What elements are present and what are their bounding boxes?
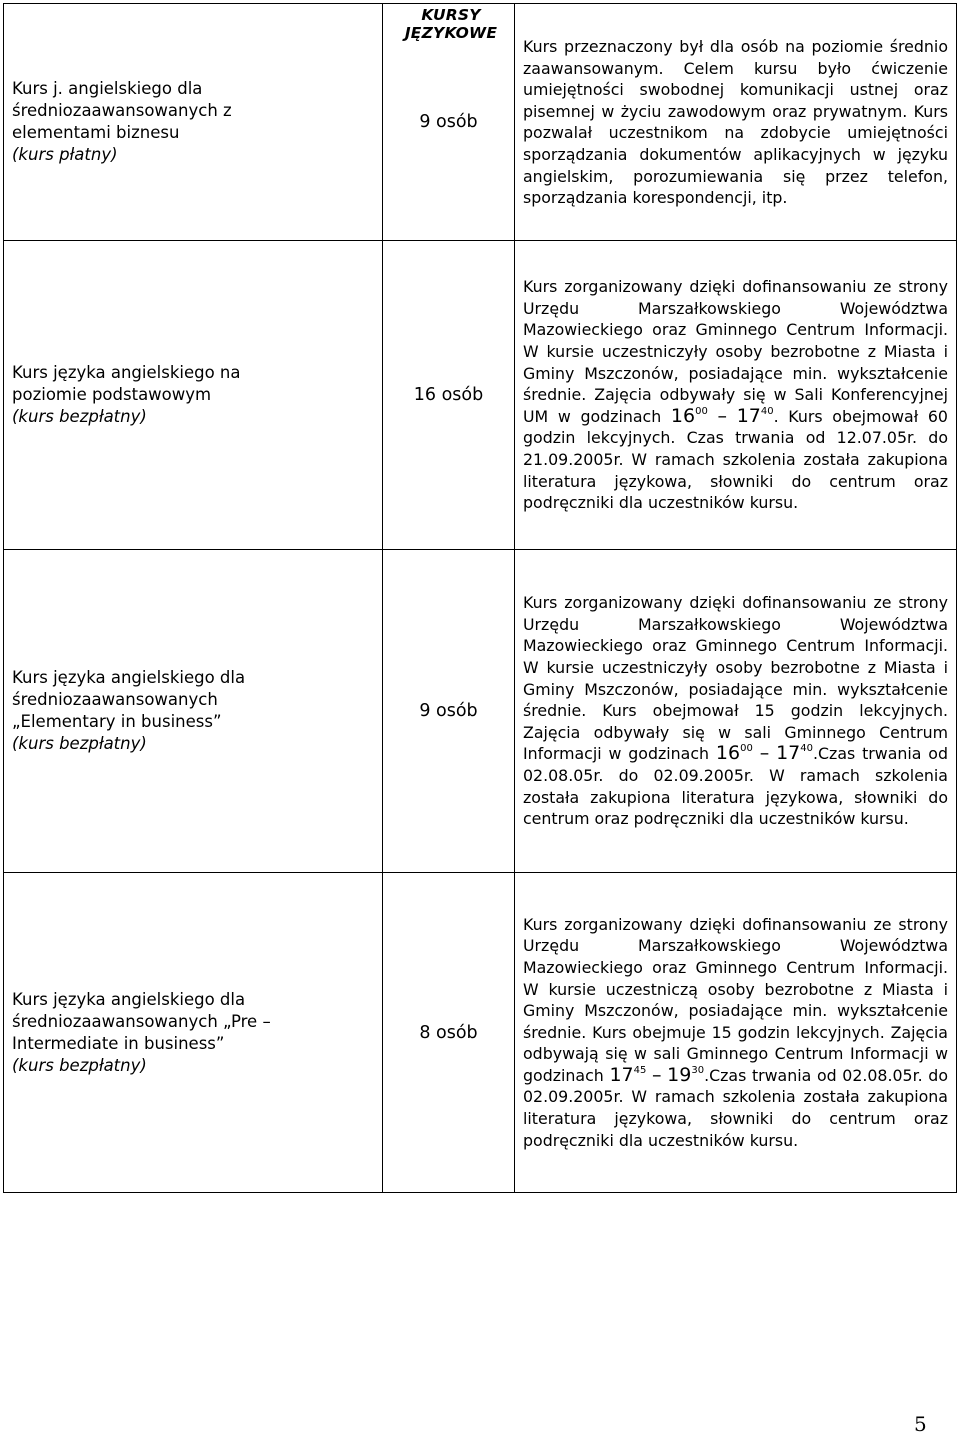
course-name-cell [4, 873, 383, 1193]
course-name-line: Kurs języka angielskiego dla [12, 989, 246, 1009]
course-name-line: średniozaawansowanych [12, 690, 218, 709]
participants-count: 9 osób [419, 701, 478, 721]
page-number: 5 [914, 1412, 927, 1436]
time-start-hour: 17 [609, 1063, 634, 1086]
course-name-line: średniozaawansowanych „Pre – [12, 1011, 271, 1031]
time-end-hour: 19 [667, 1063, 692, 1086]
description-text-continued: .Czas trwania od 02.08.05r. do 02.09.2005r. W ramach szkolenia została zakupiona literatura językowa, słowniki do centrum oraz podręczniki dla uczestników kursu. [523, 1065, 948, 1150]
course-fee: (kurs bezpłatny) [12, 407, 147, 426]
section-title: KURSY JĘZYKOWE [404, 6, 498, 42]
participants-count: 8 osób [419, 1022, 478, 1043]
course-description [515, 592, 956, 830]
course-description [515, 276, 956, 514]
table-row [4, 873, 957, 1193]
description-cell [515, 550, 957, 873]
course-name-line: Kurs języka angielskiego dla [12, 668, 246, 687]
course-fee: (kurs bezpłatny) [12, 1055, 147, 1075]
time-separator: – [717, 404, 728, 427]
time-separator: – [759, 742, 770, 765]
participants-cell [383, 4, 515, 241]
course-name-cell [4, 550, 383, 873]
description-text: Kurs zorganizowany dzięki dofinansowaniu ze strony Urzędu Marszałkowskiego Województwa Mazowieckiego oraz Gminnego Centrum Informacji. W kursie uczestniczyły osoby bezrobotne z Miasta i Gminy Mszczonów, posiadające min. wykształcenie średnie. Zajęcia odbywały się w Sali Konferencyjnej UM w godzinach [523, 277, 948, 426]
participants-count: 16 osób [413, 385, 484, 405]
course-fee: (kurs płatny) [12, 145, 118, 164]
description-text-continued: . Kurs obejmował 60 godzin lekcyjnych. Czas trwania od 12.07.05r. do 21.09.2005r. W ramach szkolenia została zakupiona literatura językowa, słowniki do centrum oraz podręczniki dla uczestników kursu. [523, 406, 948, 513]
table-row [4, 550, 957, 873]
time-start-hour: 16 [670, 404, 696, 427]
course-description: Kurs przeznaczony był dla osób na poziomie średnio zaawansowanym. Celem kursu było ćwiczenie umiejętności swobodnej komunikacji ustnej oraz pisemnej w życiu zawodowym oraz prywatnym. Kurs pozwalał uczestnikom na zdobycie umiejętności sporządzania dokumentów aplikacyjnych w języku angielskim, porozumiewania się przez telefon, sporządzania korespondencji, itp. [523, 37, 948, 208]
time-end-hour: 17 [776, 742, 801, 765]
time-separator: – [652, 1063, 662, 1086]
course-name-cell [4, 4, 383, 241]
time-start-minute: 00 [695, 405, 708, 417]
course-name-line: elementami biznesu [12, 123, 180, 142]
description-text: Kurs zorganizowany dzięki dofinansowaniu ze strony Urzędu Marszałkowskiego Województwa Mazowieckiego oraz Gminnego Centrum Informacji. W kursie uczestniczyły osoby bezrobotne z Miasta i Gminy Mszczonów, posiadające min. wykształcenie średnie. Kurs obejmował 15 godzin lekcyjnych. Zajęcia odbywały się w sali Gminnego Centrum Informacji w godzinach [523, 593, 948, 764]
table-row [4, 241, 957, 550]
description-cell [515, 241, 957, 550]
time-end-minute: 40 [800, 743, 813, 755]
time-end-minute: 40 [760, 405, 774, 417]
participants-cell [383, 241, 515, 550]
courses-table [3, 3, 957, 1193]
course-fee: (kurs bezpłatny) [12, 734, 147, 753]
time-start-hour: 16 [715, 742, 741, 765]
description-cell [515, 873, 957, 1193]
course-name-cell [4, 241, 383, 550]
participants-cell [383, 873, 515, 1193]
description-text-continued: .Czas trwania od 02.08.05r. do 02.09.2005r. W ramach szkolenia została zakupiona literatura językowa, słowniki do centrum oraz podręczniki dla uczestników kursu. [523, 744, 948, 829]
course-name-line: średniozaawansowanych z [12, 101, 232, 120]
course-description [515, 914, 956, 1152]
time-end-minute: 30 [691, 1064, 705, 1076]
course-name-line: Kurs j. angielskiego dla [12, 79, 203, 98]
course-name-line: poziomie podstawowym [12, 385, 212, 404]
time-start-minute: 00 [740, 743, 753, 755]
description-cell [515, 4, 957, 241]
time-start-minute: 45 [633, 1064, 647, 1076]
course-name-line: Intermediate in business” [12, 1033, 225, 1053]
course-name-line: „Elementary in business” [12, 712, 222, 731]
description-text: Kurs zorganizowany dzięki dofinansowaniu ze strony Urzędu Marszałkowskiego Województwa Mazowieckiego oraz Gminnego Centrum Informacji. W kursie uczestniczą osoby bezrobotne z Miasta i Gminy Mszczonów, posiadające min. wykształcenie średnie. Kurs obejmuje 15 godzin lekcyjnych. Zajęcia odbywają się w sali Gminnego Centrum Informacji w godzinach [523, 914, 948, 1085]
participants-cell [383, 550, 515, 873]
course-name-line: Kurs języka angielskiego na [12, 363, 241, 382]
participants-count: 9 osób [419, 112, 478, 132]
table-row [4, 4, 957, 241]
time-end-hour: 17 [736, 404, 761, 427]
